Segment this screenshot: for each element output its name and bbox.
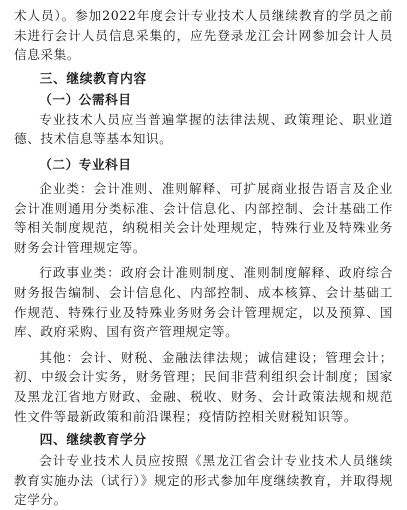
intro-paragraph: 术人员）。参加2022年度会计专业技术人员继续教育的学员之前未进行会计人员信息采集的，应先登录龙江会计网参加会计人员信息采集。 bbox=[14, 8, 393, 63]
section-4-heading: 四、继续教育学分 bbox=[39, 433, 147, 449]
enterprise-category-text: 企业类：会计准则、准则解释、可扩展商业报告语言及企业会计准则通用分类标准、会计信息化、内部控制、会计基础工作等相关制度规范，纳税相关会计处理规定，特殊行业及特殊业务财务会计管理规定等。 bbox=[14, 180, 393, 255]
section-4-text: 会计专业技术人员应按照《黑龙江省会计专业技术人员继续教育实施办法（试行）》规定的形式参加年度继续教育，并取得规定学分。 bbox=[14, 453, 393, 508]
other-category-text: 其他：会计、财税、金融法律法规；诚信建设；管理会计；初、中级会计实务，财务管理；民间非营利组织会计制度；国家及黑龙江省地方财政、金融、税收、财务、会计政策法规和规范性文件等最新政策和前沿课程；疫情防控相关财税知识等。 bbox=[14, 349, 393, 424]
subsection-1-heading: （一）公需科目 bbox=[39, 91, 132, 107]
administrative-category-text: 行政事业类：政府会计准则制度、准则制度解释、政府综合财务报告编制、会计信息化、内部控制、成本核算、会计基础工作规范、特殊行业及特殊业务财务会计管理规定，以及预算、国库、政府采购、国有资产管理规定等。 bbox=[14, 265, 393, 340]
section-3-heading: 三、继续教育内容 bbox=[39, 71, 147, 87]
subsection-2-heading: （二）专业科目 bbox=[39, 156, 132, 172]
subsection-1-text: 专业技术人员应当普遍掌握的法律法规、政策理论、职业道德、技术信息等基本知识。 bbox=[14, 111, 393, 147]
